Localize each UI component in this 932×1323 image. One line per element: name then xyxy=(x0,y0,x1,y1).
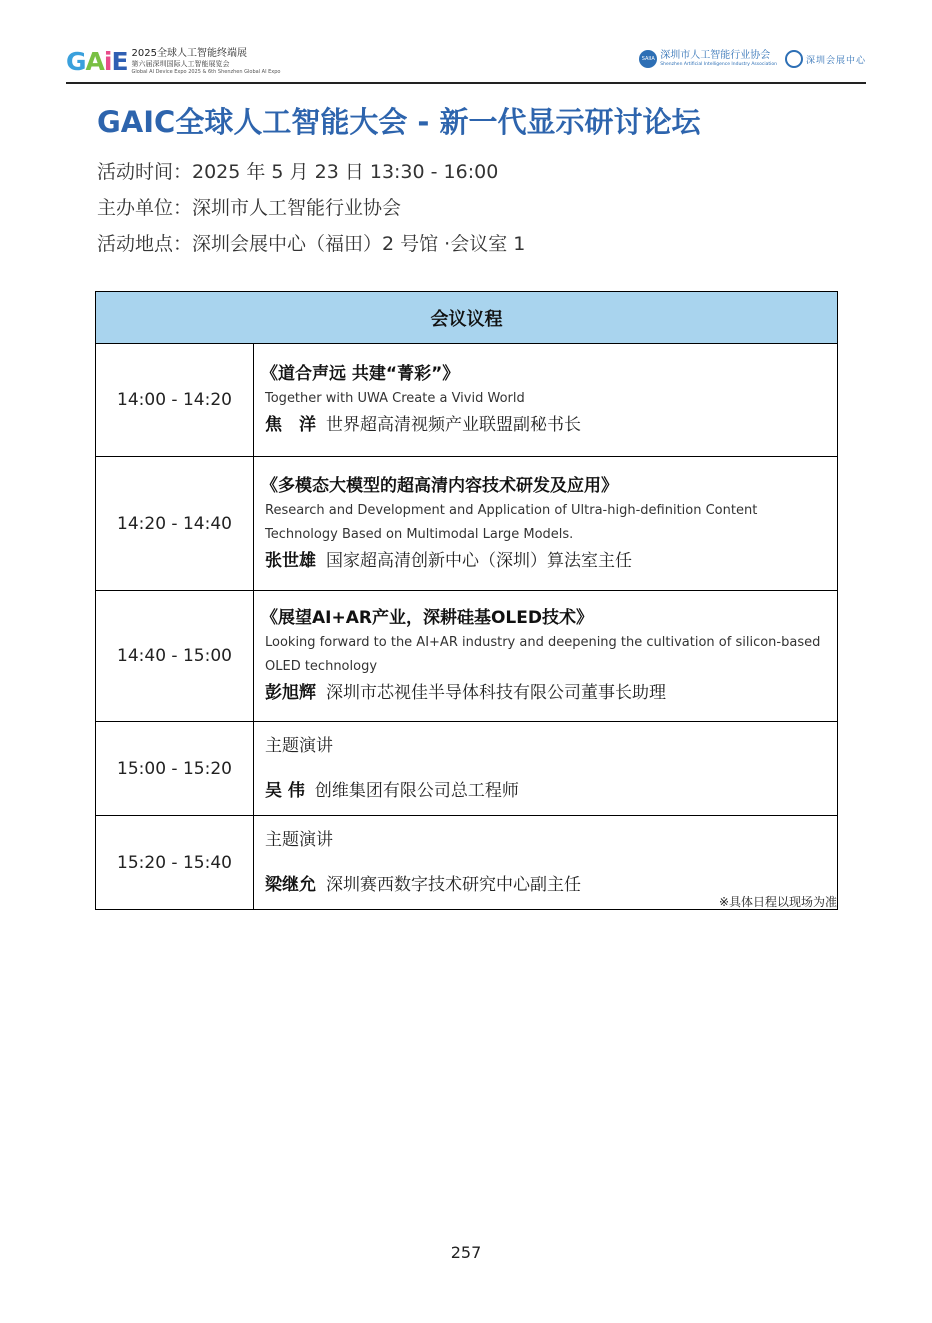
speaker-name: 张世雄 xyxy=(265,550,316,571)
session-content xyxy=(254,816,838,910)
page-number: 257 xyxy=(450,1243,482,1262)
association-name-cn: 深圳市人工智能行业协会 xyxy=(660,50,771,61)
agenda-header: 会议议程 xyxy=(96,292,838,344)
session-title-cn: 《道合声远 共建“菁彩”》 xyxy=(261,364,460,384)
session-time: 14:20 - 14:40 xyxy=(96,457,254,591)
association-name-en: Shenzhen Artificial Intelligence Industry Association xyxy=(660,62,777,67)
session-time: 14:00 - 14:20 xyxy=(96,344,254,457)
session-title-en: Looking forward to the AI+AR industry and deepening the cultivation of silicon-based OLED technology xyxy=(265,635,821,674)
session-content xyxy=(254,457,838,591)
venue-logo-text: 深圳会展中心 xyxy=(805,55,866,66)
header-divider xyxy=(66,82,866,84)
page-header xyxy=(66,46,866,82)
session-time: 14:40 - 15:00 xyxy=(96,591,254,722)
session-title-cn: 《多模态大模型的超高清内容技术研发及应用》 xyxy=(261,475,618,496)
speaker-role: 世界超高清视频产业联盟副秘书长 xyxy=(326,415,581,435)
table-row xyxy=(96,816,838,910)
speaker-name: 梁继允 xyxy=(265,874,316,895)
table-row xyxy=(96,344,838,457)
session-time: 15:00 - 15:20 xyxy=(96,722,254,816)
session-topic: 主题演讲 xyxy=(265,829,333,850)
session-topic: 主题演讲 xyxy=(265,735,333,756)
gaie-logo xyxy=(66,48,281,76)
speaker-name: 吴 伟 xyxy=(265,780,305,801)
venue-logo-icon xyxy=(785,50,803,68)
speaker-name: 焦 洋 xyxy=(265,415,316,435)
event-time: 活动时间：2025 年 5 月 23 日 13:30 - 16:00 xyxy=(97,161,499,183)
logo-cn-line1: 2025全球人工智能终端展 xyxy=(131,48,247,59)
agenda-table xyxy=(95,291,838,910)
table-row xyxy=(96,722,838,816)
page-title: GAIC全球人工智能大会 - 新一代显示研讨论坛 xyxy=(97,105,701,139)
session-content xyxy=(254,591,838,722)
session-title-en: Together with UWA Create a Vivid World xyxy=(265,391,525,406)
logo-cn-line2: 第六届深圳国际人工智能展览会 xyxy=(131,60,230,68)
session-content xyxy=(254,344,838,457)
schedule-note: ※具体日程以现场为准 xyxy=(718,895,837,909)
association-logos xyxy=(639,50,866,68)
event-organizer: 主办单位：深圳市人工智能行业协会 xyxy=(97,197,402,219)
session-content xyxy=(254,722,838,816)
event-location: 活动地点：深圳会展中心（福田）2 号馆 ·会议室 1 xyxy=(97,233,526,255)
session-time: 15:20 - 15:40 xyxy=(96,816,254,910)
logo-en-line: Global AI Device Expo 2025 & 6th Shenzhen Global AI Expo xyxy=(131,69,281,75)
table-row xyxy=(96,457,838,591)
speaker-role: 国家超高清创新中心（深圳）算法室主任 xyxy=(326,550,632,571)
association-badge-icon: SAIIA xyxy=(639,50,657,68)
table-row xyxy=(96,591,838,722)
session-title-en: Research and Development and Application of Ultra-high-definition Content Technology Based on Multimodal Large Models. xyxy=(265,502,758,542)
speaker-role: 深圳赛西数字技术研究中心副主任 xyxy=(326,874,581,895)
speaker-role: 创维集团有限公司总工程师 xyxy=(314,780,519,801)
gaie-logo-mark: GAiE xyxy=(66,47,128,76)
session-title-cn: 《展望AI+AR产业，深耕硅基OLED技术》 xyxy=(261,608,593,628)
speaker-role: 深圳市芯视佳半导体科技有限公司董事长助理 xyxy=(326,683,666,703)
speaker-name: 彭旭辉 xyxy=(265,683,316,703)
